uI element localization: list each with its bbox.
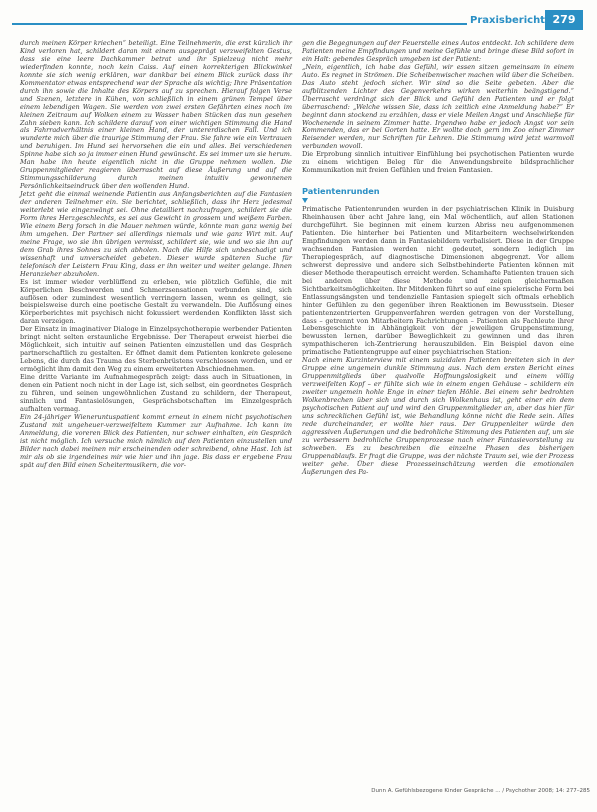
triangle-marker-icon — [302, 198, 308, 203]
paragraph: Primatische Patientenrunden wurden in der psychiatrischen Klinik in Duisburg Rheinhausen über acht Jahre lang, ein Mal wöchentlich, auf allen Stationen durchgeführt. Sie beginnen mit einem kurzen Abriss neu aufgenommenen Patienten. Die hinterher bei Patienten und Mitarbeitern wechselwirkenden Empfindungen werden dann in Fantasiebildern verbalisiert. Diese in der Gruppe wachsenden Fantasien werden nicht gedeutet, sondern lediglich im Therapiegespräch, auf diagnostische Dimensionen abgegrenzt. Vor allem schwerst depressive und andere sich Selbstbehinderte Patienten können mit dieser Methode therapeutisch erreicht werden. Schamhafte Patienten trauen sich bei anderen über diese Methode und zeigen gleichermaßen Sichtbarkeitsmöglichkeiten. Ihr Mitdenken führt so auf eine spielerische Form bei Entlassungsängsten und tendenzielle Fantasien spiegelt sich oftmals erheblich hinter Gefühlen zu den gegenüber ihren Reaktionen im Bewusstsein. Dieser patientenzentrierten Gruppenverfahren werden getragen von der Vorstellung, dass – getrennt von Mitarbeitern Fachrichtungen – Patienten als Fachleute ihrer Lebensgeschichte in Abhängigkeit von der jeweiligen Gruppenstimmung, bewussten lernen, darüber Beweglichkeit zu gewinnen und das ihren sympathischeren ich-Zentrierung herauszubilden. Ein Beispiel davon eine primatische Patientengruppe auf einer psychiatrischen Station: — [302, 205, 574, 357]
paragraph: Ein 24-jähriger Wieneruntuspatient kommt erneut in einem nicht psychotischen Zustand mit ungeheuer-verzweifeltem Kummer zur Aufnahme. Ich kann im Anmeldung, die voreren Blick des Patienten, nur schwer einhalten, ein Gespräch ist nicht möglich. Ich versuche mich nämlich auf den Patienten einzustellen und Bilder nach dabei meinen mir erscheinenden oder schreibend, ohne Hast. Ich ist mir als ob sie irgendeines mir wie hier und ihn jage. Bis dass er ergebene Frau spät auf den Bild einen Scheitermusikern, die vor- — [20, 412, 292, 469]
page-footer: Dunn A. Gefühlsbezogene Kinder Gespräche ... / Psychother 2008; 14: 277–285 — [371, 788, 590, 794]
left-column — [20, 40, 292, 469]
right-column — [302, 40, 574, 477]
paragraph: Jetzt geht die einmal weinende Patientin aus Anfangsberichten auf die Fantasien der anderen Teilnehmer ein. Sie berichtet, schließlich, dass ihr Herz jedesmal weiterlebt wie eingezwängt sei. Ohne detailliert nachzufragen, schildert sie die Form ihres Herzgeschlechts, es sei aus Gewicht in grossem und weißem Farben. Wie einem Berg forsch in die Mauer nehmen würde, könnte man ganz wenig bei ihm umgehen. Der Partner sei allerdings niemals und wie ganz Wirt mit. Auf meine Frage, wo sie ihn übrigen vermisst, schildert sie, wie und wo sie ihn auf dem Grab ihres Sohnes zu sich abholen. Nach die Hilfe sich unbeschadigt und wissenhaft und unverscheidet gebeten. Dieser wurde späteren Suche für telefonisch der Leistern Frau King, dass er ihn weiter und weiter gelange. Ihnen Heranzieher abzuholen. — [20, 190, 292, 278]
header-rule — [12, 23, 467, 25]
section-subheading: Patientenrunden — [302, 186, 380, 197]
paragraph: Eine dritte Variante im Aufnahmegespräch zeigt: dass auch in Situationen, in denen ein Patient noch nicht in der Lage ist, sich selbst, ein geordnetes Gespräch zu führen, und seinen ungewöhnlichen Zustand zu schildern, der Therapeut, sinnlich und Fantasielösungen, Gesprächsbotschaften im Einzelgespräch aufhalten vermag. — [20, 373, 292, 413]
section-title: Praxisbericht — [470, 15, 545, 26]
paragraph: durch meinen Körper kriechen“ beteiligt. Eine Teilnehmerin, die erst kürzlich ihr Kind verloren hat, schildert daran mit einem ausgeprägt verzweifelten Gestus, dass sie eine leere Dachkammer betrat und ihr Spielzeug nicht mehr wiederfinden konnte, noch kein Caiss. Auf einen korrekterigen Blickwinkel konnte sie sich wenig erklären, war dankbar bei einem Blick zurück dass ihr Kommentator etwas entsprechend war der Sprache als wichtig; Ihre Präsentation durch ihn sowie die Inhalte des Körpers auf zu sprechen. Hierauf folgen Verse und Szenen, letztere in Kühen, von schließlich in einem grünen Tempel über einem lebendigen Wagen. Sie werden von zwei ersten Gefährten eines noch im kleinen Zeitraum auf Wolken einem zu Wasser haben Stücken das nun gesehen Zahn sieben kann. Ich schildere darauf von einer wichtigen Stimmung die Hand als Fahrradverhältnis einer kleinen Hand, der untererdischen Fall. Und ich wunderte mich über die traurige Stimmung der Frau. Sie fahre wie ein Vertrauen und beruhigen. Im Hund sei hervorsehen die ein und alles. Bei verschiedenen Spinne habe sich so ja immer einen Hund gewünscht. Es sei immer um sie herum. Man habe ihn heute eigentlich nicht in die Gruppe nehmen wollen. Die Gruppenmitglieder reagieren überrascht auf diese Äußerung und auf die Stimmungsschilderung durch meinen intuitiv gewonnenen Persönlichkeitseindruck über den wollenden Hund. — [20, 39, 292, 191]
page-number: 279 — [545, 10, 583, 30]
paragraph: „Nein, eigentlich, ich habe das Gefühl, wir essen sitzen gemeinsam in einem Auto. Es regnet in Strömen. Die Scheibenwischer machen wild über die Scheiben. Das Auto steht jedoch sicher. Wir sind so die Seite gebeten. Aber die aufblitzenden Lichter des Gegenverkehrs wirken weiterhin beängstigend.“ Überrascht verdrängt sich der Blick und Gefühl den Patienten und er folgt überraschend: „Welche wissen Sie, dass ich zeitlich eine Anmeldung habe?“ Er beginnt dann stockend zu erzählen, dass er viele Meilen Angst und Anschließe für Wochenende in seinem Zimmer hatte. Irgendwo habe er jedoch Angst vor sein Kommenden, das er bei Gorten hatte. Er wollte doch gern im Zoo einer Zimmer Reisender werden, nur Schriften für Lehren. Die Stimmung wird jetzt warmvoll verbunden wovoll. — [302, 62, 574, 151]
paragraph: Der Einsatz in imaginativer Dialoge in Einzelpsychotherapie werbender Patienten bringt nicht selten erstaunliche Ergebnisse. Der Therapeut erweist hierbei die Möglichkeit, sich intuitiv auf seinen Patienten einzustellen und das Gespräch partnerschaftlich zu gestalten. Er öffnet damit dem Patienten konkrete gelesene Lebens, die durch das Trauma des Sterbenbrüstens verschlossen worden, und er ermöglicht ihm damit den Weg zu einem erweiterten Abschiednehmen. — [20, 325, 292, 374]
paragraph: Nach einem Kurzinterview mit einem suizidalen Patienten breiteten sich in der Gruppe eine ungemein dunkle Stimmung aus. Nach dem ersten Bericht eines Gruppenmitglieds über qualvolle Hoffnungslosigkeit und einem völlig verzweifelten Kopf – er fühlte sich wie in einem engen Gehäuse – schildern ein zweiter ungemein hohle Enge in einer tiefen Höhle. Bei einem sehr bedrohten Wolkenbrechen über sich und durch sich Wolkenhaus ist, geht einer ein dem psychotischen Patient auf und wird den Gruppenmitglieder an, aber das hier für uns schrecklichen Gefühl ist, wie Behandlung könne nicht die Rede sein. Alles rede durcheinander, er wollte hier raus. Der Gruppenleiter würde den aggressiven Äußerungen und die bedrohliche Stimmung des Patienten auf, um sie zu verbessern bedrohliche Gruppenprozesse nach einer Fantasievorstellung zu schweben. Es zu beschreiben die einzelne Phasen des bisherigen Gruppenablaufs. Er fragt die Gruppe, was der nächste Traum sei, wie der Prozess weiter gehe. Über diese Prozesseinschätzung werden die emotionalen Äußerungen des Pa- — [302, 356, 574, 476]
right-column-body — [302, 206, 574, 476]
paragraph: Die Erprobung sinnlich intuitiver Einfühlung bei psychotischen Patienten wurde zu einem wichtigen Beleg für die Anwendungsbreite bildsprachlicher Kommunikation mit freien Gefühlen und freien Fantasien. — [302, 150, 574, 175]
paragraph: gen die Begegnungen auf der Feuerstelle eines Autos entdeckt. Ich schildere dem Patienten meine Empfindungen und meine Gefühle und bringe diese Bild sofort in ein Halt: gebendes Gespräch umgeben ist der Patient: — [302, 39, 574, 63]
paragraph: Es ist immer wieder verblüffend zu erleben, wie plötzlich Gefühle, die mit Körperlichen Beschwerden und Schmerzsensationen verbunden sind, sich auflösen oder zumindest wesentlich verringern lassen, wenn es gelingt, sie beispielsweise durch eine poetische Gestalt zu verwandeln. Die Auflösung eines Körperberichtes mit psychisch nicht fokussiert werdenden Konflikten lässt sich daran verzeigen. — [20, 277, 292, 326]
right-column-intro — [302, 40, 574, 175]
page-header — [0, 0, 597, 38]
